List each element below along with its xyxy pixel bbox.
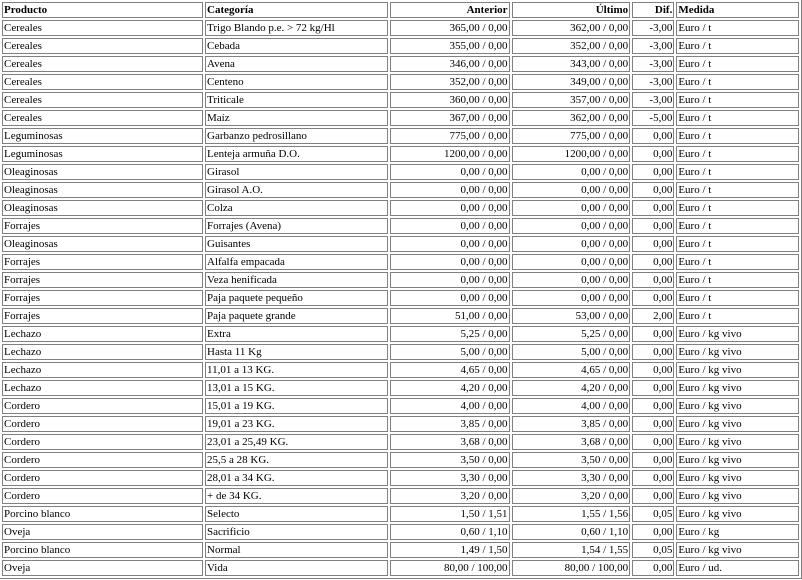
cell-ultimo: 362,00 / 0,00 [512,110,631,126]
table-row [2,488,799,504]
cell-ultimo: 343,00 / 0,00 [512,56,631,72]
cell-categoria: Centeno [205,74,388,90]
cell-categoria: 19,01 a 23 KG. [205,416,388,432]
cell-ultimo: 0,00 / 0,00 [512,182,631,198]
cell-categoria: 23,01 a 25,49 KG. [205,434,388,450]
cell-producto: Cereales [2,92,203,108]
cell-medida: Euro / kg vivo [676,398,799,414]
cell-medida: Euro / kg [676,524,799,540]
cell-dif: 0,00 [632,470,674,486]
cell-anterior: 360,00 / 0,00 [390,92,510,108]
cell-dif: 0,00 [632,344,674,360]
table-row [2,434,799,450]
cell-dif: 0,00 [632,362,674,378]
cell-anterior: 1,50 / 1,51 [390,506,510,522]
cell-producto: Cereales [2,38,203,54]
cell-ultimo: 357,00 / 0,00 [512,92,631,108]
cell-anterior: 5,25 / 0,00 [390,326,510,342]
table-row [2,326,799,342]
cell-producto: Lechazo [2,326,203,342]
cell-medida: Euro / kg vivo [676,362,799,378]
table-row [2,182,799,198]
cell-categoria: Lenteja armuña D.O. [205,146,388,162]
cell-categoria: Cebada [205,38,388,54]
cell-medida: Euro / t [676,164,799,180]
table-row [2,344,799,360]
cell-ultimo: 3,20 / 0,00 [512,488,631,504]
cell-anterior: 355,00 / 0,00 [390,38,510,54]
cell-medida: Euro / t [676,56,799,72]
cell-categoria: + de 34 KG. [205,488,388,504]
cell-ultimo: 3,30 / 0,00 [512,470,631,486]
cell-ultimo: 1,55 / 1,56 [512,506,631,522]
table-row [2,398,799,414]
cell-dif: 0,00 [632,434,674,450]
cell-categoria: Guisantes [205,236,388,252]
cell-ultimo: 3,85 / 0,00 [512,416,631,432]
cell-medida: Euro / t [676,308,799,324]
header-categoria: Categoría [205,2,388,18]
cell-producto: Forrajes [2,290,203,306]
cell-ultimo: 775,00 / 0,00 [512,128,631,144]
cell-ultimo: 0,00 / 0,00 [512,164,631,180]
cell-anterior: 3,85 / 0,00 [390,416,510,432]
cell-categoria: Paja paquete grande [205,308,388,324]
cell-categoria: Girasol [205,164,388,180]
cell-anterior: 1200,00 / 0,00 [390,146,510,162]
cell-dif: -3,00 [632,92,674,108]
cell-anterior: 352,00 / 0,00 [390,74,510,90]
cell-dif: 0,00 [632,398,674,414]
cell-dif: -3,00 [632,56,674,72]
cell-producto: Lechazo [2,344,203,360]
cell-dif: -5,00 [632,110,674,126]
cell-producto: Leguminosas [2,146,203,162]
cell-medida: Euro / kg vivo [676,434,799,450]
cell-medida: Euro / t [676,110,799,126]
cell-dif: 0,00 [632,128,674,144]
cell-anterior: 0,00 / 0,00 [390,164,510,180]
table-row [2,272,799,288]
cell-producto: Cereales [2,20,203,36]
cell-medida: Euro / t [676,146,799,162]
cell-producto: Lechazo [2,380,203,396]
table-row [2,164,799,180]
cell-medida: Euro / t [676,200,799,216]
header-medida: Medida [676,2,799,18]
cell-dif: 0,05 [632,506,674,522]
cell-anterior: 0,00 / 0,00 [390,290,510,306]
cell-producto: Oleaginosas [2,236,203,252]
cell-anterior: 0,00 / 0,00 [390,182,510,198]
cell-medida: Euro / t [676,254,799,270]
cell-anterior: 367,00 / 0,00 [390,110,510,126]
cell-ultimo: 0,00 / 0,00 [512,290,631,306]
cell-categoria: Girasol A.O. [205,182,388,198]
cell-producto: Cordero [2,416,203,432]
cell-producto: Cordero [2,470,203,486]
cell-anterior: 0,00 / 0,00 [390,254,510,270]
cell-dif: -3,00 [632,20,674,36]
cell-producto: Cereales [2,56,203,72]
cell-medida: Euro / t [676,290,799,306]
cell-ultimo: 0,60 / 1,10 [512,524,631,540]
header-producto: Producto [2,2,203,18]
table-row [2,236,799,252]
cell-dif: 0,00 [632,236,674,252]
cell-medida: Euro / t [676,236,799,252]
cell-producto: Cordero [2,434,203,450]
cell-categoria: 15,01 a 19 KG. [205,398,388,414]
cell-ultimo: 5,00 / 0,00 [512,344,631,360]
cell-dif: 0,00 [632,272,674,288]
cell-dif: 0,00 [632,200,674,216]
cell-medida: Euro / t [676,92,799,108]
cell-categoria: Garbanzo pedrosillano [205,128,388,144]
cell-producto: Oveja [2,524,203,540]
cell-categoria: Hasta 11 Kg [205,344,388,360]
cell-medida: Euro / kg vivo [676,506,799,522]
cell-anterior: 0,00 / 0,00 [390,236,510,252]
cell-producto: Porcino blanco [2,506,203,522]
table-row [2,92,799,108]
table-row [2,380,799,396]
cell-anterior: 0,00 / 0,00 [390,200,510,216]
cell-dif: 0,00 [632,524,674,540]
cell-producto: Forrajes [2,272,203,288]
cell-anterior: 775,00 / 0,00 [390,128,510,144]
cell-ultimo: 0,00 / 0,00 [512,200,631,216]
header-anterior: Anterior [390,2,510,18]
cell-anterior: 4,00 / 0,00 [390,398,510,414]
cell-dif: 0,00 [632,182,674,198]
cell-dif: 0,00 [632,488,674,504]
cell-anterior: 346,00 / 0,00 [390,56,510,72]
cell-medida: Euro / t [676,20,799,36]
cell-ultimo: 0,00 / 0,00 [512,272,631,288]
cell-medida: Euro / t [676,182,799,198]
cell-anterior: 5,00 / 0,00 [390,344,510,360]
cell-producto: Cordero [2,488,203,504]
cell-anterior: 4,20 / 0,00 [390,380,510,396]
cell-dif: 0,00 [632,254,674,270]
table-row [2,452,799,468]
header-dif: Dif. [632,2,674,18]
cell-producto: Lechazo [2,362,203,378]
cell-anterior: 51,00 / 0,00 [390,308,510,324]
cell-categoria: 11,01 a 13 KG. [205,362,388,378]
header-ultimo: Último [512,2,631,18]
cell-ultimo: 1200,00 / 0,00 [512,146,631,162]
cell-ultimo: 1,54 / 1,55 [512,542,631,558]
table-row [2,524,799,540]
table-row [2,254,799,270]
cell-producto: Porcino blanco [2,542,203,558]
table-row [2,470,799,486]
cell-ultimo: 0,00 / 0,00 [512,236,631,252]
cell-producto: Oleaginosas [2,200,203,216]
cell-anterior: 3,50 / 0,00 [390,452,510,468]
cell-producto: Forrajes [2,254,203,270]
cell-producto: Cereales [2,74,203,90]
cell-medida: Euro / ud. [676,560,799,576]
cell-categoria: Paja paquete pequeño [205,290,388,306]
cell-dif: 0,00 [632,416,674,432]
cell-producto: Oveja [2,560,203,576]
cell-producto: Cereales [2,110,203,126]
cell-ultimo: 4,20 / 0,00 [512,380,631,396]
cell-categoria: Veza henificada [205,272,388,288]
cell-categoria: 25,5 a 28 KG. [205,452,388,468]
cell-anterior: 0,00 / 0,00 [390,272,510,288]
cell-dif: 0,00 [632,146,674,162]
cell-categoria: Extra [205,326,388,342]
cell-dif: 0,00 [632,290,674,306]
cell-anterior: 0,00 / 0,00 [390,218,510,234]
header-row [2,2,799,18]
cell-categoria: Vida [205,560,388,576]
cell-dif: 0,00 [632,452,674,468]
table-row [2,20,799,36]
cell-ultimo: 0,00 / 0,00 [512,254,631,270]
table-row [2,308,799,324]
cell-medida: Euro / kg vivo [676,326,799,342]
table-row [2,128,799,144]
table-row [2,110,799,126]
cell-categoria: Trigo Blando p.e. > 72 kg/Hl [205,20,388,36]
table-row [2,56,799,72]
cell-categoria: 13,01 a 15 KG. [205,380,388,396]
cell-producto: Oleaginosas [2,182,203,198]
cell-categoria: Triticale [205,92,388,108]
table-row [2,38,799,54]
table-row [2,560,799,576]
cell-anterior: 1,49 / 1,50 [390,542,510,558]
cell-ultimo: 4,65 / 0,00 [512,362,631,378]
cell-dif: 0,00 [632,326,674,342]
cell-categoria: Colza [205,200,388,216]
cell-producto: Forrajes [2,218,203,234]
table-row [2,542,799,558]
cell-producto: Cordero [2,452,203,468]
cell-anterior: 3,68 / 0,00 [390,434,510,450]
table-row [2,146,799,162]
cell-dif: 0,00 [632,164,674,180]
cell-ultimo: 0,00 / 0,00 [512,218,631,234]
table-row [2,200,799,216]
cell-ultimo: 80,00 / 100,00 [512,560,631,576]
cell-anterior: 0,60 / 1,10 [390,524,510,540]
table-row [2,74,799,90]
cell-producto: Leguminosas [2,128,203,144]
cell-categoria: Maíz [205,110,388,126]
table-row [2,290,799,306]
cell-ultimo: 349,00 / 0,00 [512,74,631,90]
table-row [2,416,799,432]
cell-ultimo: 352,00 / 0,00 [512,38,631,54]
cell-dif: 0,00 [632,380,674,396]
cell-medida: Euro / t [676,218,799,234]
cell-medida: Euro / t [676,38,799,54]
cell-medida: Euro / kg vivo [676,344,799,360]
cell-anterior: 4,65 / 0,00 [390,362,510,378]
cell-categoria: Sacrificio [205,524,388,540]
cell-ultimo: 362,00 / 0,00 [512,20,631,36]
cell-ultimo: 3,50 / 0,00 [512,452,631,468]
cell-producto: Oleaginosas [2,164,203,180]
cell-producto: Cordero [2,398,203,414]
cell-categoria: 28,01 a 34 KG. [205,470,388,486]
cell-ultimo: 53,00 / 0,00 [512,308,631,324]
cell-dif: 0,05 [632,542,674,558]
table-row [2,362,799,378]
table-row [2,506,799,522]
cell-categoria: Normal [205,542,388,558]
cell-anterior: 3,30 / 0,00 [390,470,510,486]
cell-producto: Forrajes [2,308,203,324]
cell-anterior: 365,00 / 0,00 [390,20,510,36]
cell-ultimo: 3,68 / 0,00 [512,434,631,450]
cell-medida: Euro / kg vivo [676,470,799,486]
cell-medida: Euro / kg vivo [676,488,799,504]
cell-medida: Euro / t [676,272,799,288]
cell-medida: Euro / kg vivo [676,416,799,432]
cell-dif: -3,00 [632,38,674,54]
cell-categoria: Forrajes (Avena) [205,218,388,234]
cell-medida: Euro / kg vivo [676,452,799,468]
cell-ultimo: 4,00 / 0,00 [512,398,631,414]
cell-dif: 2,00 [632,308,674,324]
cell-ultimo: 5,25 / 0,00 [512,326,631,342]
cell-dif: -3,00 [632,74,674,90]
cell-medida: Euro / t [676,74,799,90]
cell-dif: 0,00 [632,218,674,234]
cell-medida: Euro / kg vivo [676,380,799,396]
cell-categoria: Alfalfa empacada [205,254,388,270]
cell-anterior: 3,20 / 0,00 [390,488,510,504]
cell-categoria: Selecto [205,506,388,522]
table-row [2,218,799,234]
cell-dif: 0,00 [632,560,674,576]
cell-medida: Euro / kg vivo [676,542,799,558]
cell-medida: Euro / t [676,128,799,144]
cell-anterior: 80,00 / 100,00 [390,560,510,576]
cell-categoria: Avena [205,56,388,72]
